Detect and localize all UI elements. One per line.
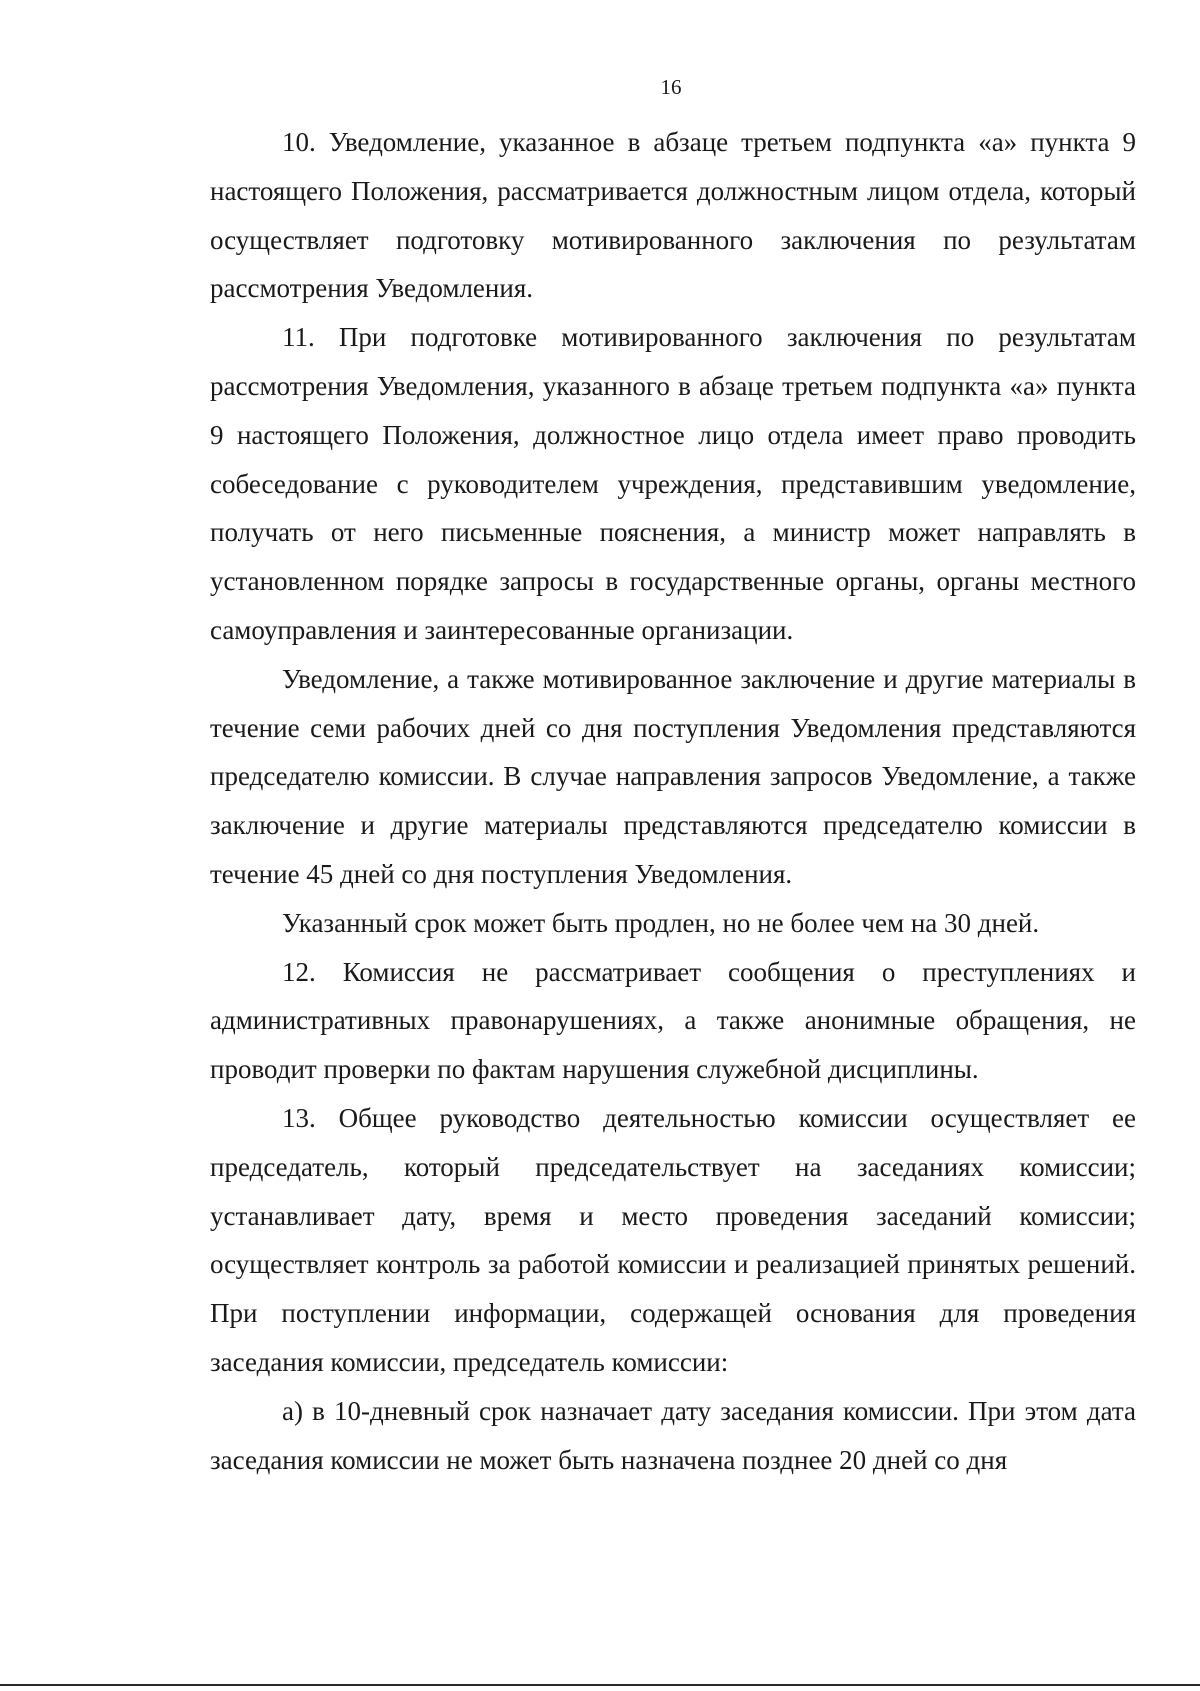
page-number: 16: [660, 75, 682, 99]
paragraph-11: 11. При подготовке мотивированного заключения по результатам рассмотрения Уведомления, указанного в абзаце третьем подпункта «а» пункта 9 настоящего Положения, должностное лицо отдела имеет право проводить собеседование с руководителем учреждения, представившим уведомление, получать от него письменные пояснения, а министр может направлять в установленном порядке запросы в государственные органы, органы местного самоуправления и заинтересованные организации.: [210, 322, 1136, 645]
paragraph-10: 10. Уведомление, указанное в абзаце третьем подпункта «а» пункта 9 настоящего Положения, рассматривается должностным лицом отдела, который осуществляет подготовку мотивированного заключения по результатам рассмотрения Уведомления.: [210, 127, 1136, 304]
paragraph-13a: а) в 10-дневный срок назначает дату заседания комиссии. При этом дата заседания комиссии не может быть назначена позднее 20 дней со дня: [210, 1395, 1136, 1475]
paragraph-term-extension: Указанный срок может быть продлен, но не более чем на 30 дней.: [282, 907, 1040, 938]
document-body: [210, 118, 1136, 1484]
paragraph-13: 13. Общее руководство деятельностью комиссии осуществляет ее председатель, который председательствует на заседаниях комиссии; устанавливает дату, время и место проведения заседаний комиссии; осуществляет контроль за работой комиссии и реализацией принятых решений. При поступлении информации, содержащей основания для проведения заседания комиссии, председатель комиссии:: [210, 1102, 1136, 1377]
paragraph-notification-materials: Уведомление, а также мотивированное заключение и другие материалы в течение семи рабочих дней со дня поступления Уведомления представляются председателю комиссии. В случае направления запросов Уведомление, а также заключение и другие материалы представляются председателю комиссии в течение 45 дней со дня поступления Уведомления.: [210, 663, 1136, 889]
bottom-rule: [0, 1684, 1200, 1686]
paragraph-12: 12. Комиссия не рассматривает сообщения о преступлениях и административных правонарушениях, а также анонимные обращения, не проводит проверки по фактам нарушения служебной дисциплины.: [210, 956, 1136, 1085]
